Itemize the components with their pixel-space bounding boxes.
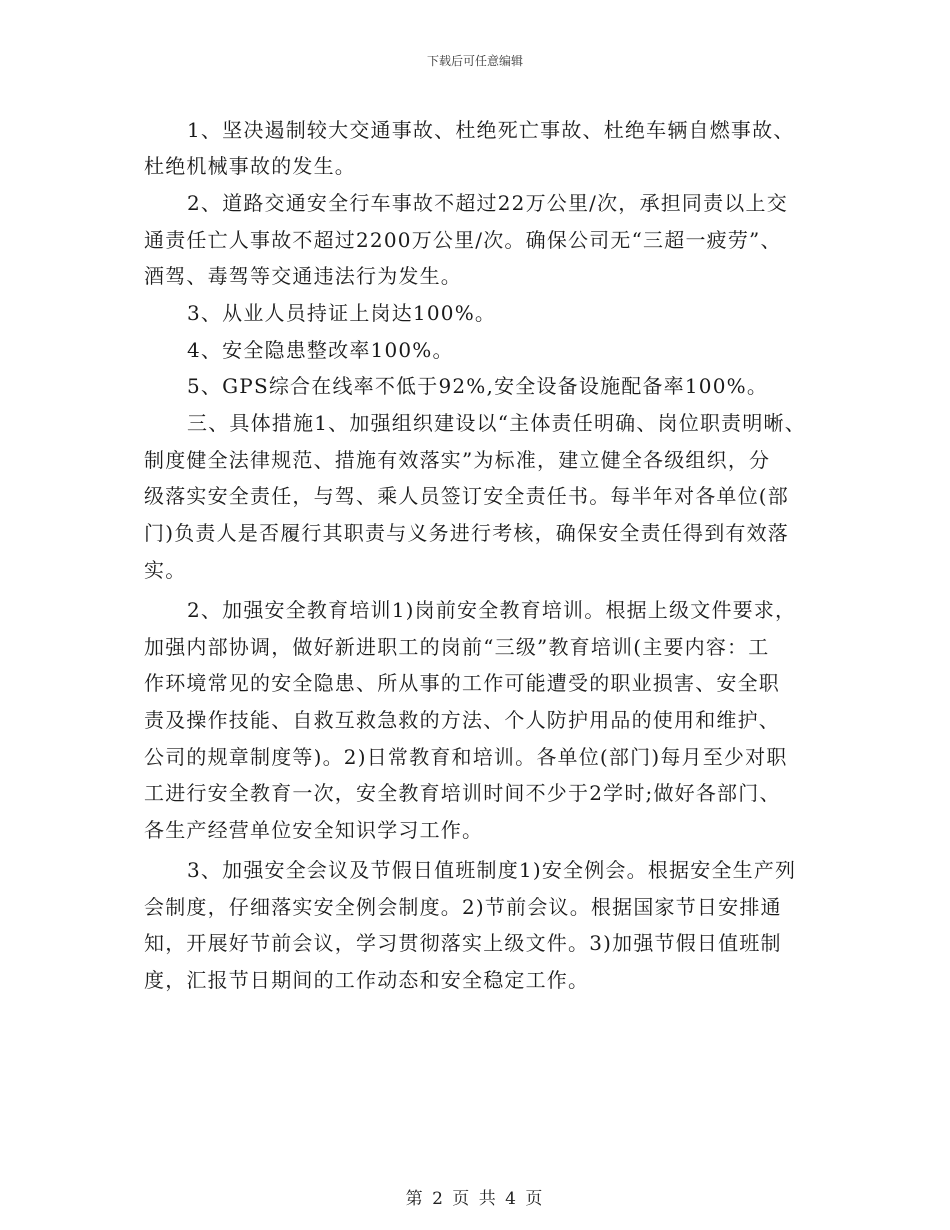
text-line: 实。 bbox=[144, 558, 187, 582]
text-line: 2、加强安全教育培训1)岗前安全教育培训。根据上级文件要求， bbox=[187, 598, 797, 622]
text-line: 通责任亡人事故不超过2200万公里/次。确保公司无“三超一疲劳”、 bbox=[144, 228, 782, 252]
page-header: 下载后可任意编辑 bbox=[426, 54, 523, 68]
text-line: 门)负责人是否履行其职责与义务进行考核，确保安全责任得到有效落 bbox=[144, 521, 790, 545]
text-line: 责及操作技能、自救互救急救的方法、个人防护用品的使用和维护、 bbox=[144, 708, 780, 732]
text-line: 3、加强安全会议及节假日值班制度1)安全例会。根据安全生产列 bbox=[187, 858, 797, 882]
text-line: 4、安全隐患整改率100%。 bbox=[187, 338, 454, 362]
text-line: 1、坚决遏制较大交通事故、杜绝死亡事故、杜绝车辆自燃事故、 bbox=[187, 118, 795, 142]
text-line: 知，开展好节前会议，学习贯彻落实上级文件。3)加强节假日值班制 bbox=[144, 931, 782, 955]
text-line: 工进行安全教育一次，安全教育培训时间不少于2学时;做好各部门、 bbox=[144, 781, 781, 805]
text-line: 杜绝机械事故的发生。 bbox=[144, 154, 356, 178]
text-line: 公司的规章制度等)。2)日常教育和培训。各单位(部门)每月至少对职 bbox=[144, 745, 788, 769]
text-line: 酒驾、毒驾等交通违法行为发生。 bbox=[144, 264, 462, 288]
text-line: 各生产经营单位安全知识学习工作。 bbox=[144, 818, 484, 842]
text-line: 3、从业人员持证上岗达100%。 bbox=[187, 301, 497, 325]
text-line: 会制度，仔细落实安全例会制度。2)节前会议。根据国家节日安排通 bbox=[144, 895, 782, 919]
text-line: 度，汇报节日期间的工作动态和安全稳定工作。 bbox=[144, 968, 590, 992]
text-line: 5、GPS综合在线率不低于92%,安全设备设施配备率100%。 bbox=[187, 374, 769, 398]
text-line: 级落实安全责任，与驾、乘人员签订安全责任书。每半年对各单位(部 bbox=[144, 484, 790, 508]
text-line: 2、道路交通安全行车事故不超过22万公里/次，承担同责以上交 bbox=[187, 191, 788, 215]
text-line: 加强内部协调，做好新进职工的岗前“三级”教育培训(主要内容：工 bbox=[144, 635, 770, 659]
text-line: 三、具体措施1、加强组织建设以“主体责任明确、岗位职责明晰、 bbox=[187, 411, 806, 435]
page-footer: 第 2 页 共 4 页 bbox=[405, 1189, 545, 1209]
text-line: 制度健全法律规范、措施有效落实”为标准，建立健全各级组织，分 bbox=[144, 448, 771, 472]
text-line: 作环境常见的安全隐患、所从事的工作可能遭受的职业损害、安全职 bbox=[144, 671, 780, 695]
